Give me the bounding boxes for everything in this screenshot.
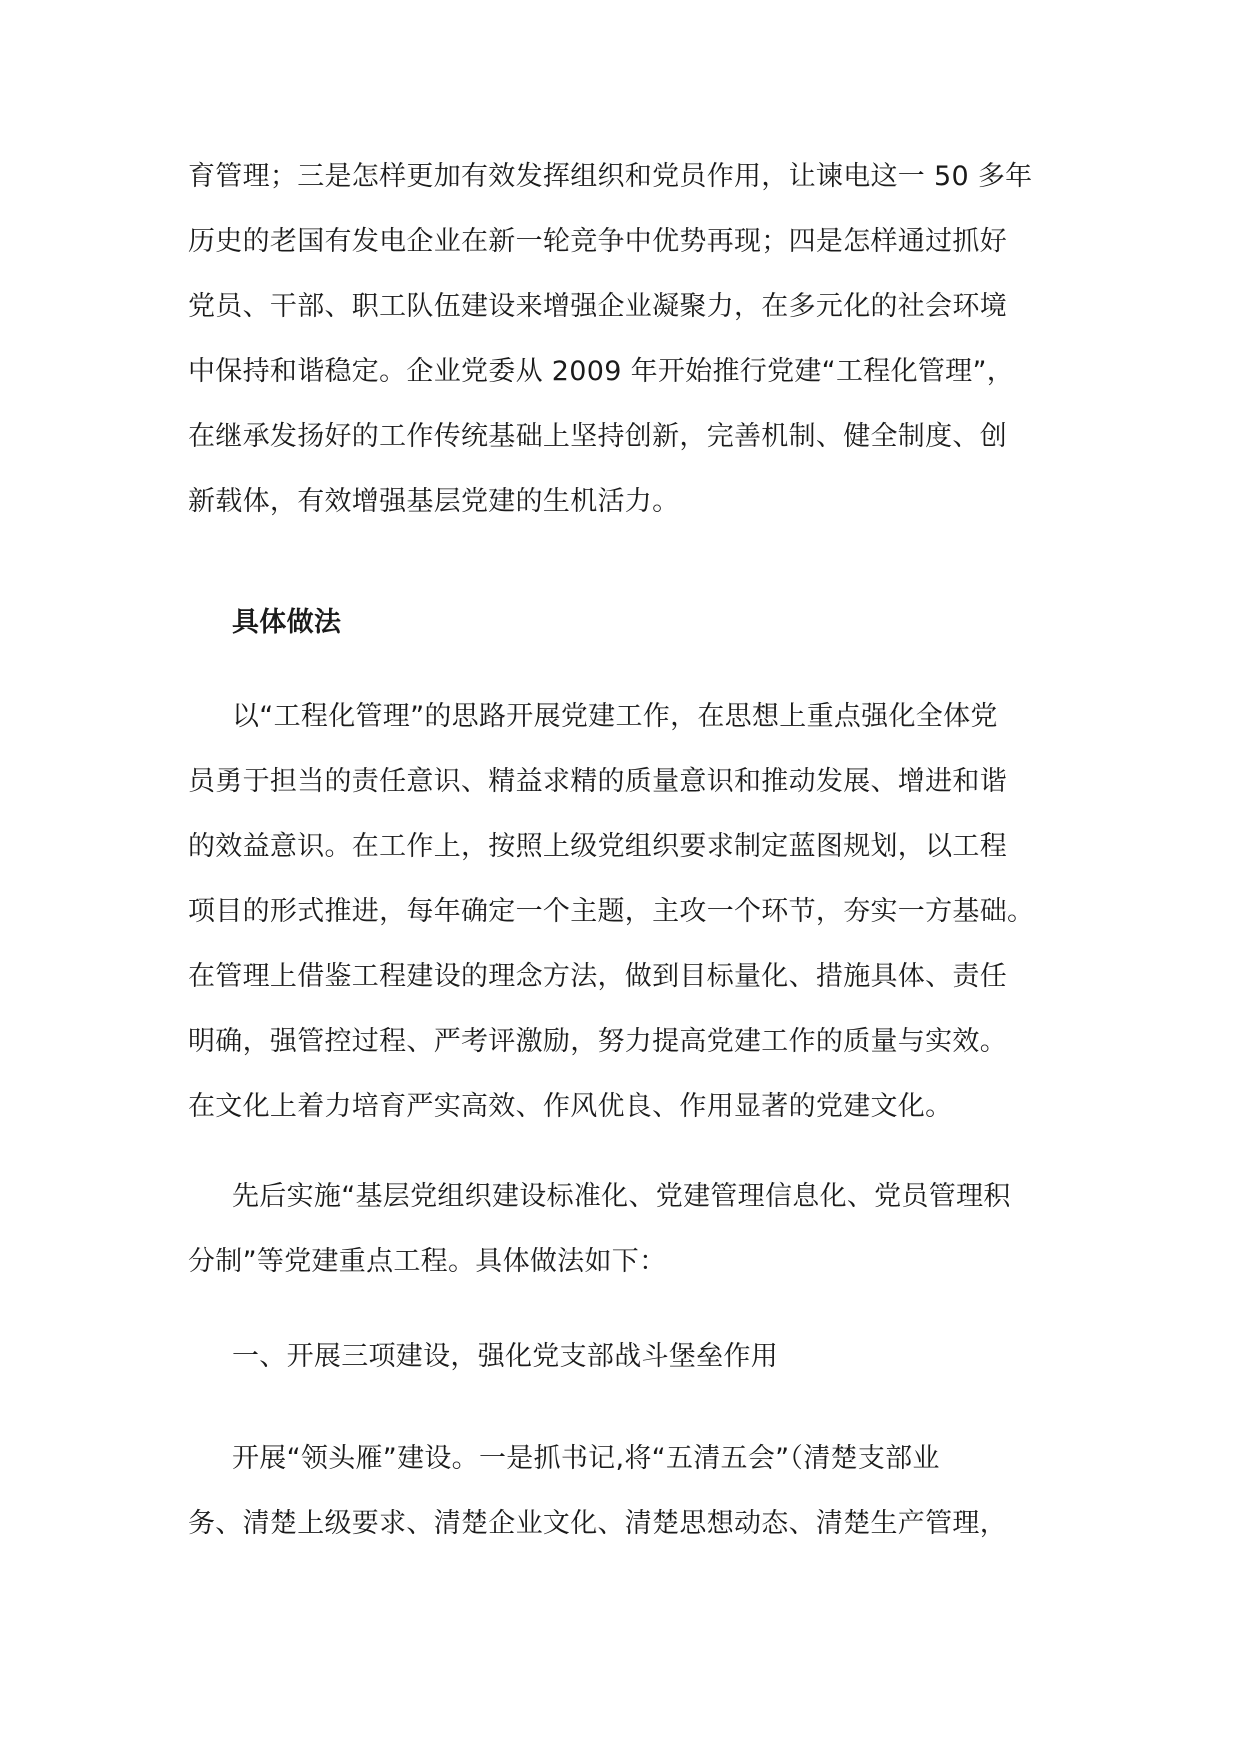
paragraph-line: 中保持和谐稳定。企业党委从 2009 年开始推行党建“工程化管理”，	[188, 356, 1015, 387]
paragraph-line: 新载体，有效增强基层党建的生机活力。	[188, 486, 680, 517]
section-heading-text: 具体做法	[232, 607, 342, 638]
paragraph-line: 历史的老国有发电企业在新一轮竞争中优势再现；四是怎样通过抓好	[188, 226, 1007, 257]
paragraph-line: 明确，强管控过程、严考评激励，努力提高党建工作的质量与实效。	[188, 1026, 1007, 1057]
paragraph-line: 在管理上借鉴工程建设的理念方法，做到目标量化、措施具体、责任	[188, 961, 1007, 992]
paragraph-line: 在继承发扬好的工作传统基础上坚持创新，完善机制、健全制度、创	[188, 421, 1007, 452]
section-heading	[188, 590, 1058, 655]
paragraph-line: 在文化上着力培育严实高效、作风优良、作用显著的党建文化。	[188, 1091, 953, 1122]
subheading-one	[188, 1324, 1058, 1389]
paragraph-line: 以“工程化管理”的思路开展党建工作，在思想上重点强化全体党	[232, 701, 998, 732]
paragraph-projects	[188, 1164, 1058, 1294]
paragraph-line: 员勇于担当的责任意识、精益求精的质量意识和推动发展、增进和谐	[188, 766, 1007, 797]
paragraph-leader	[188, 1426, 1058, 1556]
paragraph-line: 务、清楚上级要求、清楚企业文化、清楚思想动态、清楚生产管理，	[188, 1508, 1007, 1539]
paragraph-line: 开展“领头雁”建设。一是抓书记,将“五清五会”（清楚支部业	[232, 1443, 940, 1474]
paragraph-approach	[188, 684, 1058, 1139]
paragraph-line: 党员、干部、职工队伍建设来增强企业凝聚力，在多元化的社会环境	[188, 291, 1007, 322]
subheading-text: 一、开展三项建设，强化党支部战斗堡垒作用	[232, 1341, 778, 1372]
paragraph-line: 项目的形式推进，每年确定一个主题，主攻一个环节，夯实一方基础。	[188, 896, 1035, 927]
paragraph-line: 育管理；三是怎样更加有效发挥组织和党员作用，让谏电这一 50 多年	[188, 161, 1033, 192]
paragraph-intro	[188, 144, 1058, 534]
paragraph-line: 分制”等党建重点工程。具体做法如下：	[188, 1246, 667, 1277]
paragraph-line: 的效益意识。在工作上，按照上级党组织要求制定蓝图规划，以工程	[188, 831, 1007, 862]
paragraph-line: 先后实施“基层党组织建设标准化、党建管理信息化、党员管理积	[232, 1181, 1011, 1212]
